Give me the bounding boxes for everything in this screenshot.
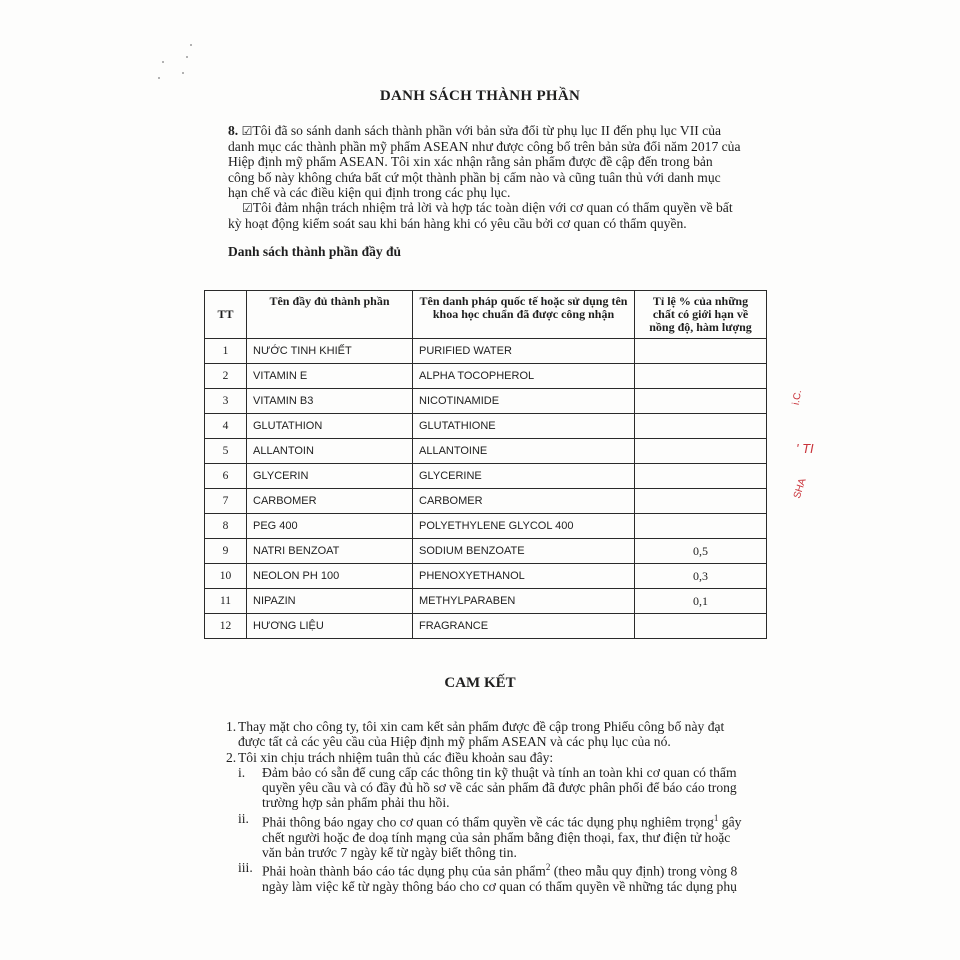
- scan-speck: [162, 61, 164, 63]
- declaration-paragraph: [228, 123, 768, 231]
- sub-list-item: [238, 811, 766, 860]
- ingredients-table: [204, 290, 767, 639]
- header-inci-name: Tên danh pháp quốc tế hoặc sử dụng tên khoa học chuẩn đã được công nhận: [413, 291, 635, 339]
- table-row: [205, 439, 767, 464]
- cell-tt: 10: [205, 564, 247, 589]
- cell-full-name: GLYCERIN: [247, 464, 413, 489]
- table-row: [205, 464, 767, 489]
- cell-inci-name: METHYLPARABEN: [413, 589, 635, 614]
- declaration-line: kỳ hoạt động kiểm soát sau khi bán hàng khi có yêu cầu bởi cơ quan có thẩm quyền.: [228, 216, 687, 232]
- footnote-2: 2: [545, 862, 551, 873]
- list-number: 1.: [226, 719, 237, 734]
- declaration-line: công bố này không chứa bất cứ một thành phần bị cấm nào và cũng tuân thủ với danh mục: [228, 169, 721, 185]
- declaration-line: [228, 200, 768, 216]
- list-line: [262, 811, 766, 830]
- list-item: [226, 719, 766, 750]
- ingredients-subheading: Danh sách thành phần đầy đủ: [228, 244, 401, 259]
- checkbox-checked-icon: ☑: [242, 201, 253, 216]
- commitment-list: [226, 719, 766, 894]
- list-text: (theo mẫu quy định) trong vòng 8: [550, 863, 738, 879]
- cell-full-name: VITAMIN B3: [247, 389, 413, 414]
- cell-inci-name: SODIUM BENZOATE: [413, 539, 635, 564]
- sub-list-number: i.: [238, 764, 246, 780]
- cell-tt: 1: [205, 339, 247, 364]
- cell-inci-name: CARBOMER: [413, 489, 635, 514]
- cell-full-name: GLUTATHION: [247, 414, 413, 439]
- declaration-line: hạn chế và các điều kiện qui định trong các phụ lục.: [228, 184, 511, 200]
- table-header-row: [205, 291, 767, 339]
- table-row: [205, 614, 767, 639]
- cell-inci-name: PHENOXYETHANOL: [413, 564, 635, 589]
- table-row: [205, 414, 767, 439]
- cell-tt: 11: [205, 589, 247, 614]
- sub-list-item: [238, 860, 766, 894]
- cell-percentage: [635, 514, 767, 539]
- cell-percentage: 0,1: [635, 589, 767, 614]
- list-line: ngày làm việc kể từ ngày thông báo cho cơ quan có thẩm quyền về những tác dụng phụ: [262, 879, 737, 895]
- cell-full-name: NATRI BENZOAT: [247, 539, 413, 564]
- list-line: quyền yêu cầu và có đầy đủ hồ sơ về các sản phẩm đã được phân phối để báo cáo trong: [262, 780, 737, 796]
- cell-inci-name: FRAGRANCE: [413, 614, 635, 639]
- header-full-name: Tên đầy đủ thành phần: [247, 291, 413, 339]
- scan-speck: [186, 56, 188, 58]
- header-percentage: Tỉ lệ % của những chất có giới hạn về nồng độ, hàm lượng: [635, 291, 767, 339]
- cell-tt: 9: [205, 539, 247, 564]
- cell-inci-name: POLYETHYLENE GLYCOL 400: [413, 514, 635, 539]
- cell-full-name: NIPAZIN: [247, 589, 413, 614]
- cell-tt: 8: [205, 514, 247, 539]
- table-row: [205, 339, 767, 364]
- cell-percentage: [635, 614, 767, 639]
- cell-percentage: [635, 439, 767, 464]
- declaration-text: Tôi đảm nhận trách nhiệm trả lời và hợp tác toàn diện với cơ quan có thẩm quyền về bất: [252, 200, 733, 216]
- list-item: [226, 750, 766, 765]
- cell-tt: 4: [205, 414, 247, 439]
- list-line: chết người hoặc đe doạ tính mạng của sản phẩm bằng điện thoại, fax, thư điện tử hoặc: [262, 829, 731, 845]
- cell-full-name: PEG 400: [247, 514, 413, 539]
- table-row: [205, 389, 767, 414]
- margin-stamp-fragment: i.C.: [790, 389, 805, 406]
- list-line: Đảm bảo có sẵn để cung cấp các thông tin kỹ thuật và tính an toàn khi cơ quan có thẩm: [262, 764, 737, 780]
- list-number: 2.: [226, 749, 237, 765]
- list-line: văn bản trước 7 ngày kể từ ngày biết thông tin.: [262, 844, 517, 860]
- list-line: được tất cả các yêu cầu của Hiệp định mỹ phẩm ASEAN và các phụ lục của nó.: [238, 734, 671, 750]
- cell-inci-name: GLYCERINE: [413, 464, 635, 489]
- cell-full-name: NƯỚC TINH KHIẾT: [247, 339, 413, 364]
- list-line: trường hợp sản phẩm phải thu hồi.: [262, 795, 450, 811]
- checkbox-checked-icon: ☑: [241, 124, 253, 138]
- scan-speck: [182, 72, 184, 74]
- cell-percentage: [635, 389, 767, 414]
- margin-stamp-fragment: SHA: [791, 477, 809, 500]
- cell-percentage: [635, 464, 767, 489]
- table-row: [205, 564, 767, 589]
- cell-percentage: 0,3: [635, 564, 767, 589]
- cell-percentage: [635, 339, 767, 364]
- cell-tt: 6: [205, 464, 247, 489]
- page-title: DANH SÁCH THÀNH PHẦN: [379, 88, 581, 104]
- footnote-1: 1: [713, 812, 719, 823]
- cell-full-name: NEOLON PH 100: [247, 564, 413, 589]
- table-row: [205, 364, 767, 389]
- header-tt: TT: [205, 291, 247, 339]
- list-line: Thay mặt cho công ty, tôi xin cam kết sản phẩm được đề cập trong Phiếu công bố này đạt: [238, 719, 725, 734]
- cell-inci-name: GLUTATHIONE: [413, 414, 635, 439]
- cell-tt: 3: [205, 389, 247, 414]
- sub-list-number: iii.: [238, 860, 253, 876]
- table-row: [205, 489, 767, 514]
- cell-percentage: [635, 414, 767, 439]
- scan-speck: [158, 77, 160, 79]
- cell-tt: 2: [205, 364, 247, 389]
- list-line: Tôi xin chịu trách nhiệm tuân thủ các điều khoản sau đây:: [238, 749, 554, 765]
- cell-inci-name: ALPHA TOCOPHEROL: [413, 364, 635, 389]
- sub-list-number: ii.: [238, 810, 249, 826]
- cell-full-name: ALLANTOIN: [247, 439, 413, 464]
- cell-tt: 12: [205, 614, 247, 639]
- commitment-title: CAM KẾT: [444, 675, 516, 691]
- cell-inci-name: PURIFIED WATER: [413, 339, 635, 364]
- table-body: [205, 339, 767, 639]
- declaration-line: danh mục các thành phần mỹ phẩm ASEAN như được công bố trên bản sửa đổi năm 2017 của: [228, 139, 741, 155]
- list-line: [262, 860, 766, 879]
- section-number: 8.: [228, 123, 239, 138]
- margin-stamp-fragment: ' TI: [796, 441, 814, 456]
- cell-tt: 5: [205, 439, 247, 464]
- cell-inci-name: ALLANTOINE: [413, 439, 635, 464]
- declaration-line: [228, 123, 768, 139]
- table-row: [205, 589, 767, 614]
- cell-inci-name: NICOTINAMIDE: [413, 389, 635, 414]
- cell-percentage: [635, 364, 767, 389]
- table-row: [205, 514, 767, 539]
- cell-full-name: HƯƠNG LIỆU: [247, 614, 413, 639]
- sub-list-item: [238, 765, 766, 811]
- cell-percentage: [635, 489, 767, 514]
- cell-percentage: 0,5: [635, 539, 767, 564]
- table-row: [205, 539, 767, 564]
- cell-full-name: CARBOMER: [247, 489, 413, 514]
- cell-tt: 7: [205, 489, 247, 514]
- declaration-line: Hiệp định mỹ phẩm ASEAN. Tôi xin xác nhận rằng sản phẩm được đề cập đến trong bản: [228, 154, 713, 170]
- list-text: Phải hoàn thành báo cáo tác dụng phụ của sản phẩm: [262, 863, 546, 879]
- declaration-text: Tôi đã so sánh danh sách thành phần với bản sửa đổi từ phụ lục II đến phụ lục VII của: [252, 123, 722, 138]
- list-text: Phải thông báo ngay cho cơ quan có thẩm quyền về các tác dụng phụ nghiêm trọng: [262, 814, 714, 830]
- list-text: gây: [718, 814, 742, 830]
- scan-speck: [190, 44, 192, 46]
- cell-full-name: VITAMIN E: [247, 364, 413, 389]
